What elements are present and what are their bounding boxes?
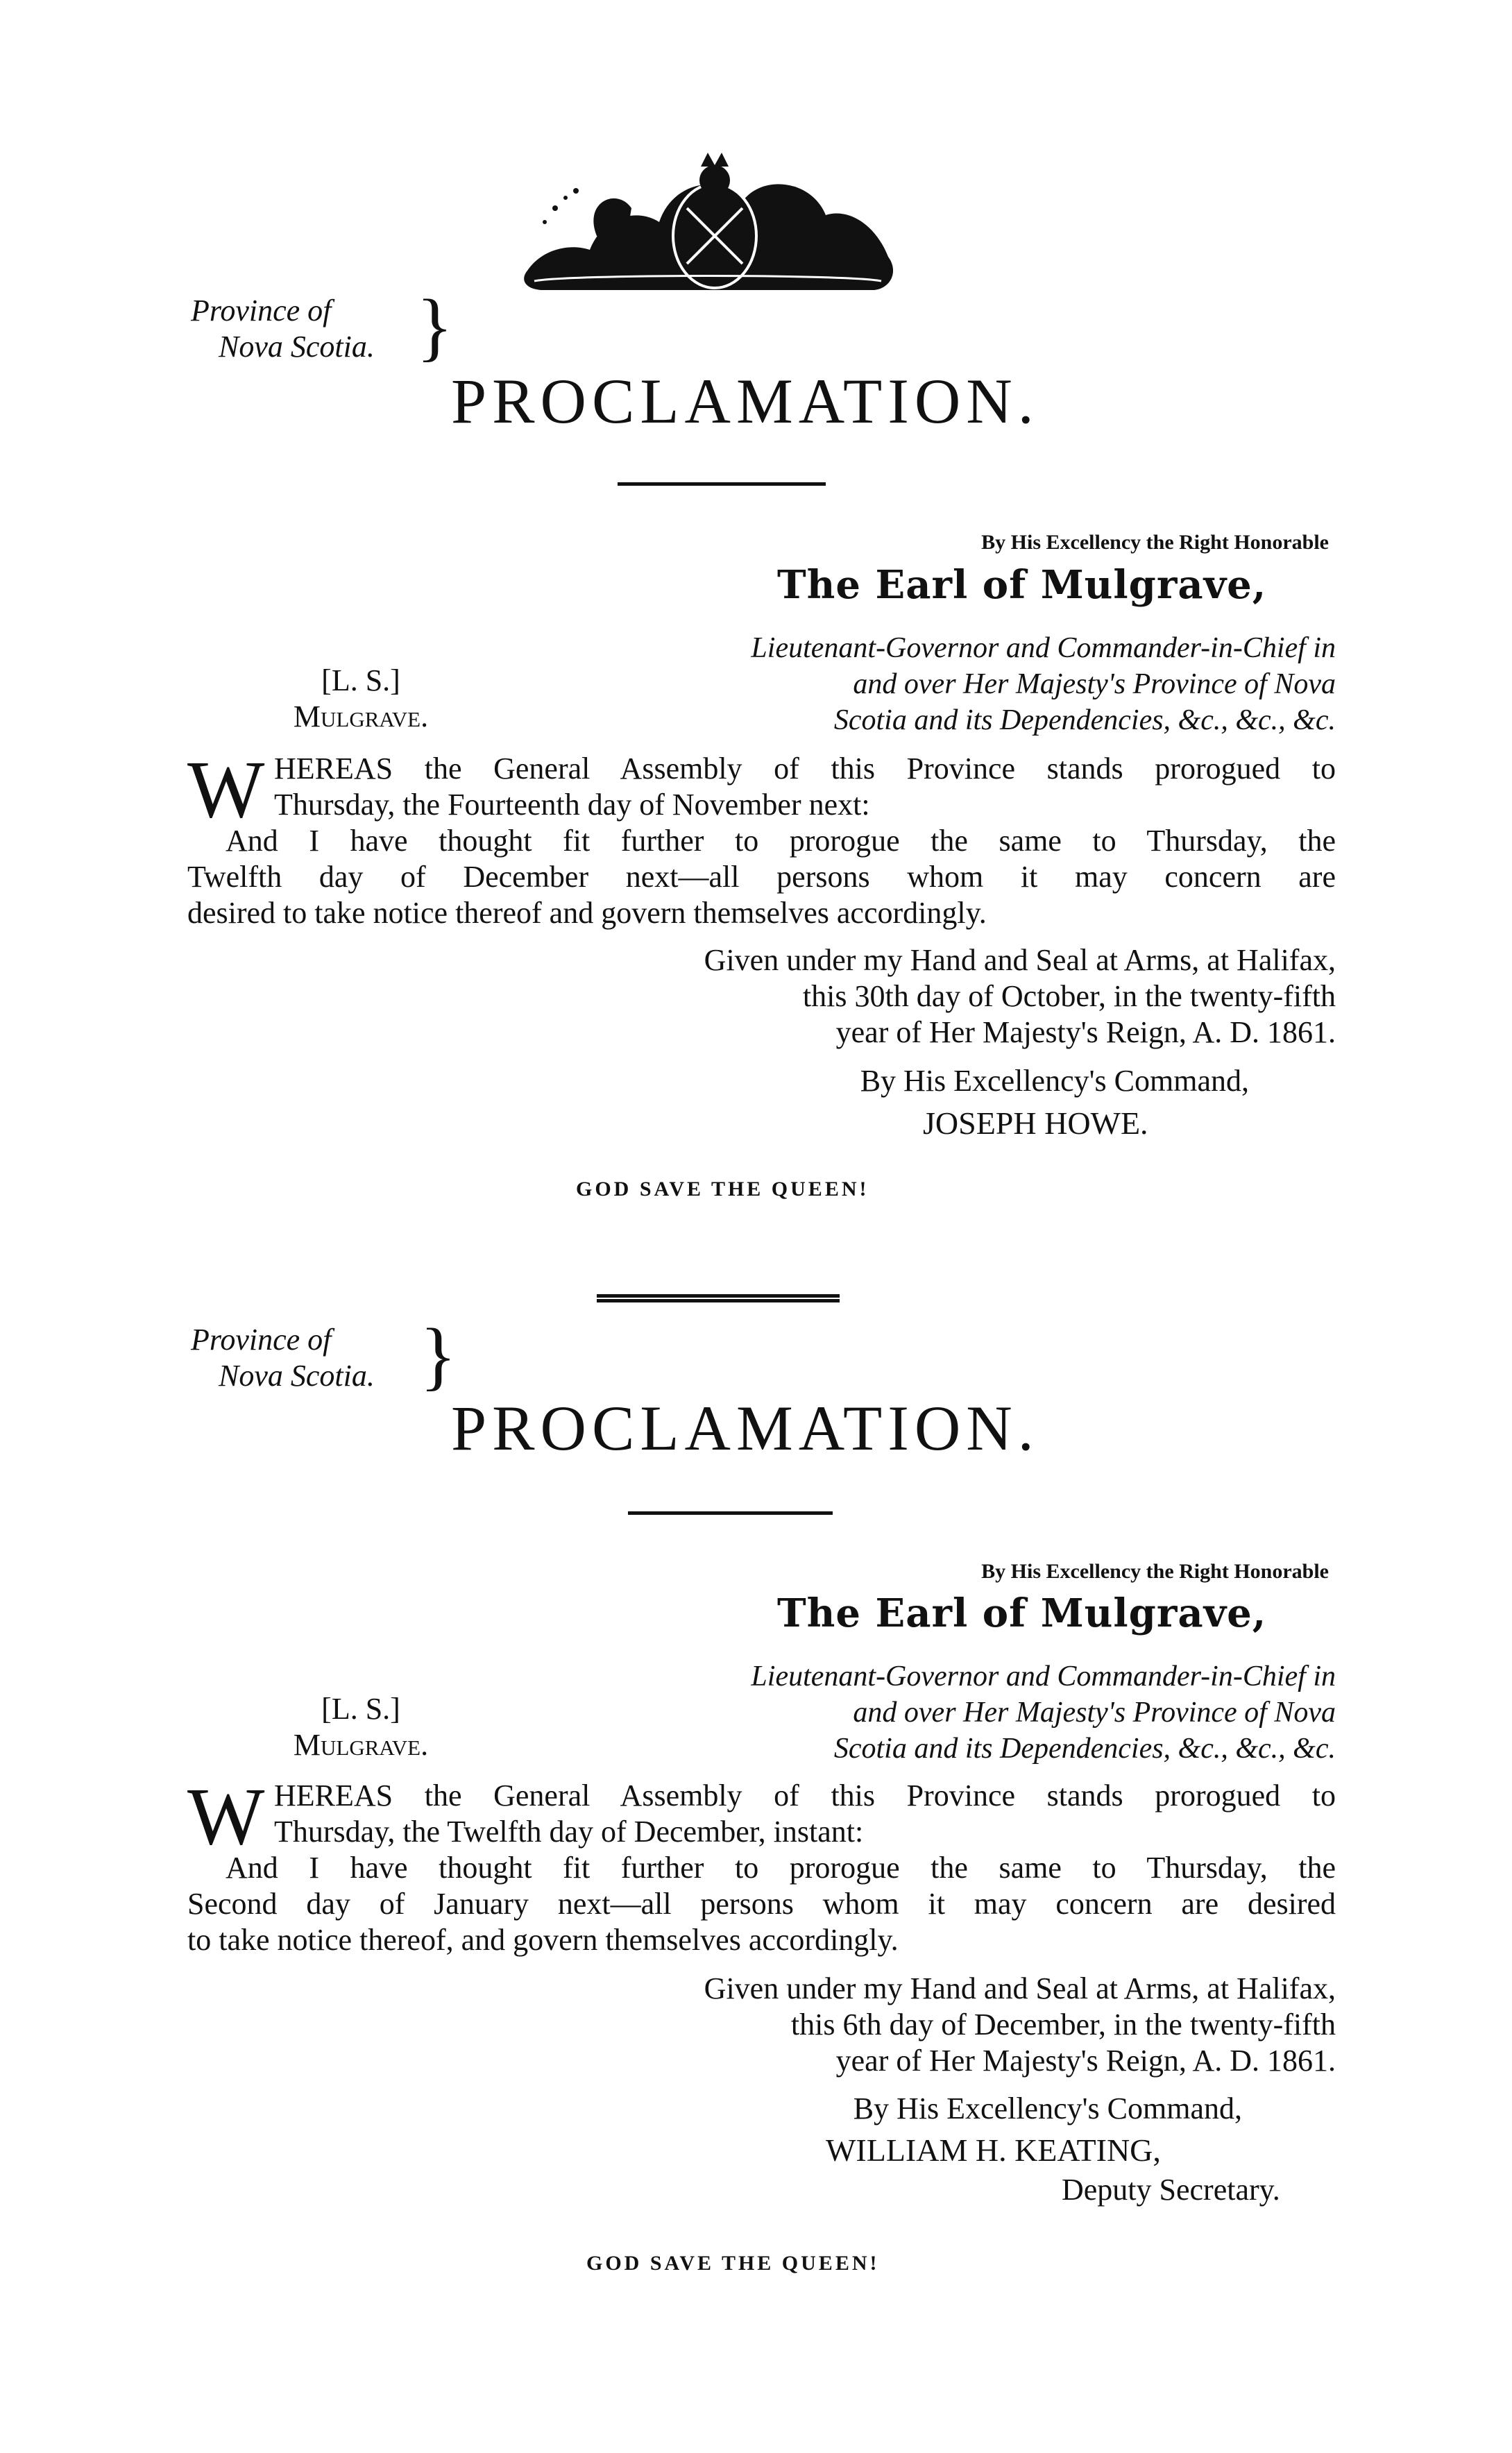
province-label: Province of Nova Scotia. <box>191 1323 375 1393</box>
drop-cap: W <box>187 1771 265 1862</box>
governor-name: The Earl of Mulgrave, <box>777 562 1267 608</box>
seal-block <box>257 663 465 735</box>
brace-icon: } <box>416 284 453 368</box>
divider <box>618 482 826 486</box>
royal-crest-emblem <box>513 132 902 298</box>
god-save-the-queen: GOD SAVE THE QUEEN! <box>586 2252 880 2275</box>
province-label: Province of Nova Scotia. <box>191 294 375 364</box>
byline: By His Excellency the Right Honorable <box>981 1560 1329 1583</box>
seal-signature: Mulgrave. <box>293 699 429 733</box>
seal-block <box>257 1691 465 1763</box>
drop-cap: W <box>187 744 265 835</box>
given-block: Given under my Hand and Seal at Arms, at Halifax, this 30th day of October, in the twenty-fifth year of Her Majesty's Reign, A. D. 1861. <box>704 943 1336 1049</box>
brace-icon: } <box>420 1313 457 1398</box>
seal-label: [L. S.] <box>321 1692 400 1726</box>
byline: By His Excellency the Right Honorable <box>981 531 1329 554</box>
signer-title: Deputy Secretary. <box>1062 2173 1280 2207</box>
governor-name: The Earl of Mulgrave, <box>777 1590 1267 1636</box>
body-paragraph: W HEREAS the General Assembly of this Province stands prorogued to Thursday, the Fourteenth day of November next: And I have thought fit further to prorogue the same to Thursday, the Twelfth day of December next—all persons whom it may concern are desired to take notice thereof and govern themselves accordingly. <box>187 744 1336 930</box>
god-save-the-queen: GOD SAVE THE QUEEN! <box>576 1178 869 1200</box>
signer-name: WILLIAM H. KEATING, <box>826 2132 1161 2168</box>
section-divider <box>597 1294 840 1302</box>
command-line: By His Excellency's Command, <box>860 1064 1249 1098</box>
command-line: By His Excellency's Command, <box>853 2091 1242 2125</box>
seal-signature: Mulgrave. <box>293 1728 429 1762</box>
signer-name: JOSEPH HOWE. <box>923 1105 1148 1141</box>
office-title: Lieutenant-Governor and Commander-in-Chief in and over Her Majesty's Province of Nova Scotia and its Dependencies, &c., &c., &c. <box>751 1661 1336 1765</box>
proclamation-title: PROCLAMATION. <box>451 1393 1039 1463</box>
divider <box>628 1511 833 1515</box>
given-block: Given under my Hand and Seal at Arms, at Halifax, this 6th day of December, in the twenty-fifth year of Her Majesty's Reign, A. D. 1861. <box>704 1971 1336 2078</box>
proclamation-title: PROCLAMATION. <box>451 366 1039 436</box>
office-title: Lieutenant-Governor and Commander-in-Chief in and over Her Majesty's Province of Nova Scotia and its Dependencies, &c., &c., &c. <box>751 632 1336 736</box>
seal-label: [L. S.] <box>321 663 400 697</box>
body-paragraph: W HEREAS the General Assembly of this Province stands prorogued to Thursday, the Twelfth day of December, instant: And I have thought fit further to prorogue the same to Thursday, the Second day of January next—all persons whom it may concern are desired to take notice thereof, and govern themselves accordingly. <box>187 1771 1336 1957</box>
